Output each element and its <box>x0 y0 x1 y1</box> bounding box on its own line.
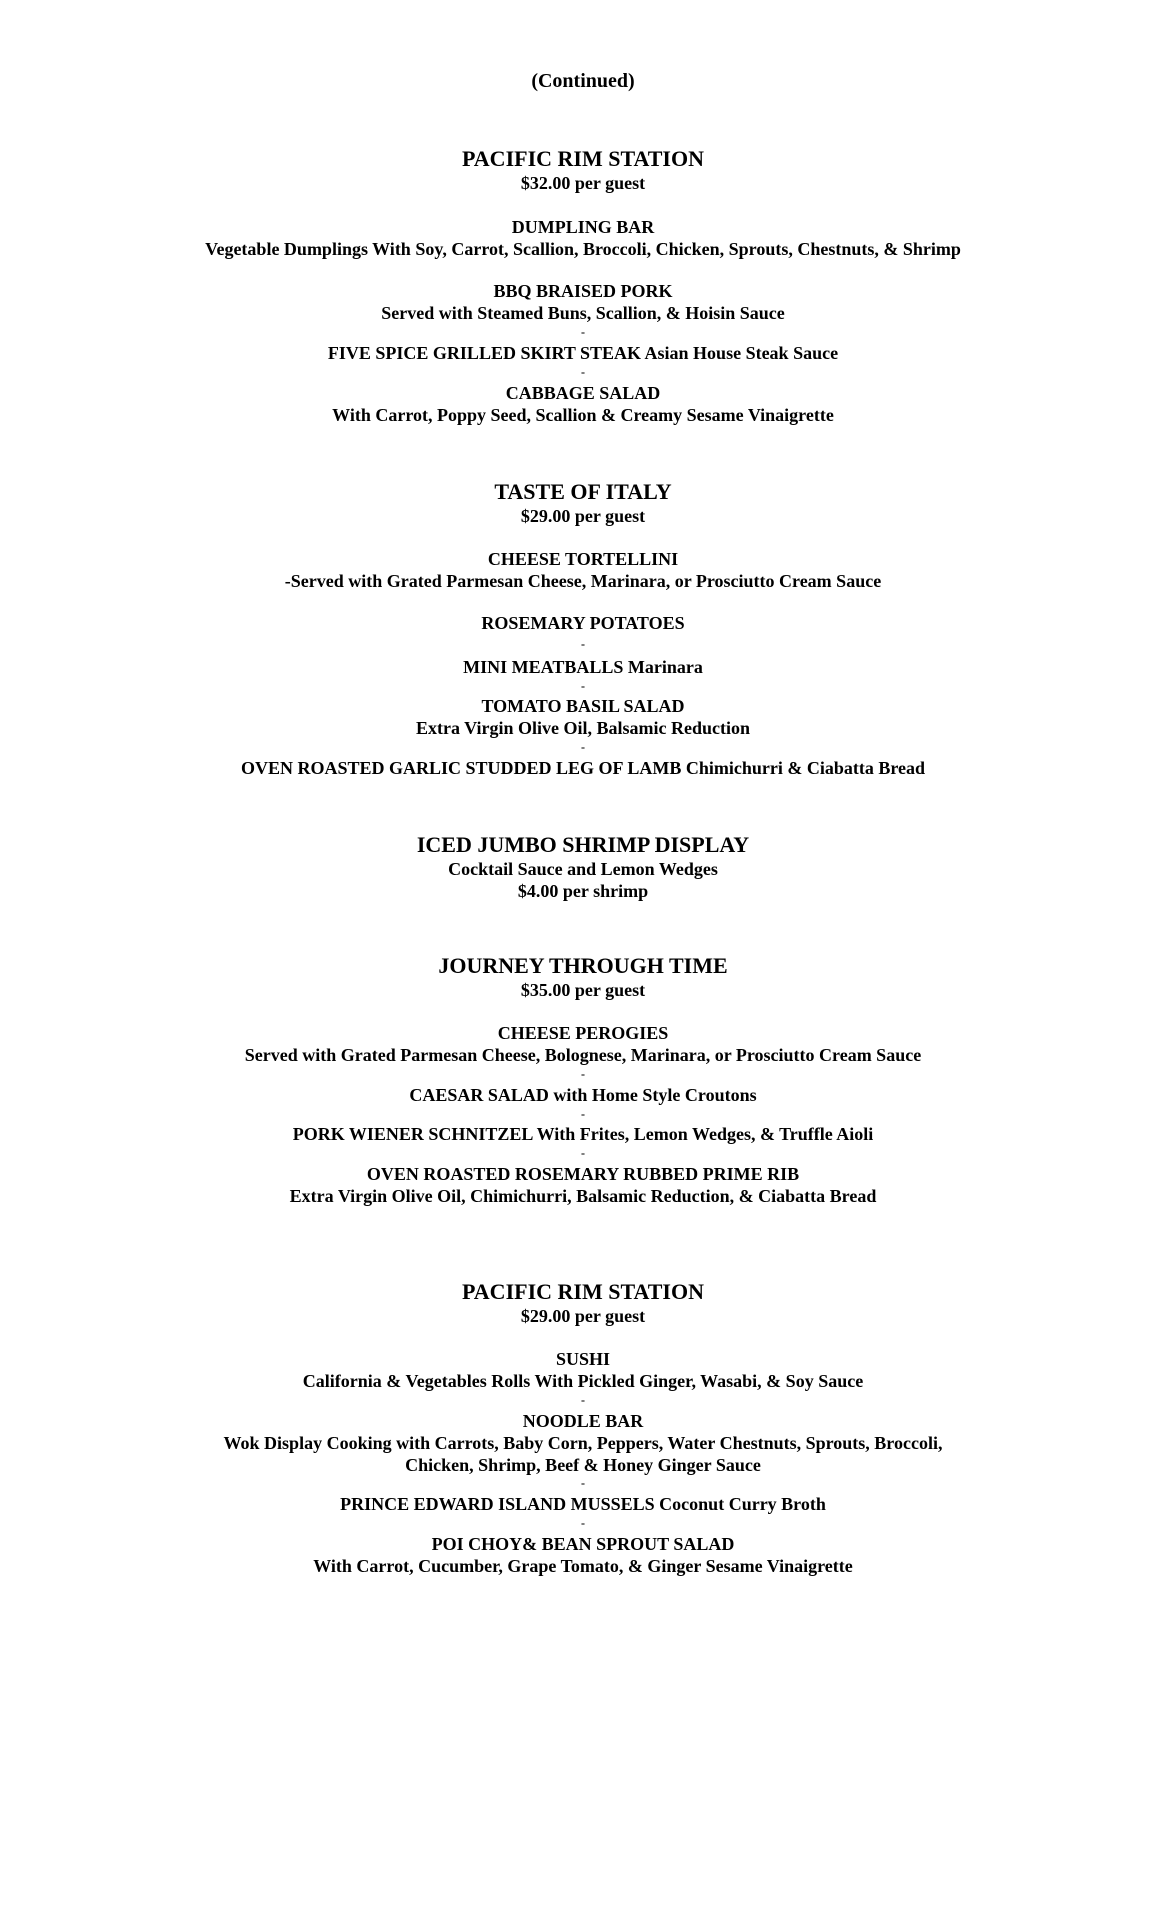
menu-item-description: Extra Virgin Olive Oil, Chimichurri, Balsamic Reduction, & Ciabatta Bread <box>289 1186 877 1206</box>
menu-item-title: CHEESE PEROGIES <box>497 1023 669 1043</box>
separator: - <box>581 365 585 379</box>
menu-item-description: With Carrot, Cucumber, Grape Tomato, & Ginger Sesame Vinaigrette <box>313 1556 853 1576</box>
menu-item-description: With Carrot, Poppy Seed, Scallion & Creamy Sesame Vinaigrette <box>332 405 834 425</box>
menu-item-title: OVEN ROASTED GARLIC STUDDED LEG OF LAMB Chimichurri & Ciabatta Bread <box>240 758 926 778</box>
separator: - <box>581 637 585 651</box>
section-price: $29.00 per guest <box>520 506 646 526</box>
menu-item-title: PRINCE EDWARD ISLAND MUSSELS Coconut Curry Broth <box>340 1494 826 1514</box>
menu-item-description: Served with Grated Parmesan Cheese, Bolognese, Marinara, or Prosciutto Cream Sauce <box>244 1045 922 1065</box>
section-title: TASTE OF ITALY <box>494 479 672 504</box>
separator: - <box>581 679 585 693</box>
menu-item-title: ROSEMARY POTATOES <box>481 613 685 633</box>
separator: - <box>581 1107 585 1121</box>
menu-item-description: Cocktail Sauce and Lemon Wedges <box>448 859 718 879</box>
menu-item-title: BBQ BRAISED PORK <box>493 281 673 301</box>
menu-item-title: SUSHI <box>555 1349 611 1369</box>
menu-item-title: NOODLE BAR <box>522 1411 644 1431</box>
continued-label: (Continued) <box>531 70 635 92</box>
menu-item-description: -Served with Grated Parmesan Cheese, Marinara, or Prosciutto Cream Sauce <box>284 571 882 591</box>
separator: - <box>581 740 585 754</box>
menu-item-title: CABBAGE SALAD <box>505 383 661 403</box>
menu-item-title: CHEESE TORTELLINI <box>487 549 679 569</box>
section-price: $4.00 per shrimp <box>517 881 649 901</box>
section-price: $29.00 per guest <box>520 1306 646 1326</box>
menu-item-description: Served with Steamed Buns, Scallion, & Hoisin Sauce <box>381 303 785 323</box>
separator: - <box>581 1393 585 1407</box>
menu-item-description: Chicken, Shrimp, Beef & Honey Ginger Sauce <box>405 1455 761 1475</box>
separator: - <box>581 1146 585 1160</box>
menu-item-title: DUMPLING BAR <box>511 217 655 237</box>
section-price: $35.00 per guest <box>520 980 646 1000</box>
separator: - <box>581 1516 585 1530</box>
section-title: PACIFIC RIM STATION <box>461 1279 704 1304</box>
separator: - <box>581 325 585 339</box>
menu-item-title: TOMATO BASIL SALAD <box>481 696 685 716</box>
section-title: JOURNEY THROUGH TIME <box>438 953 728 978</box>
menu-item-title: POI CHOY& BEAN SPROUT SALAD <box>431 1534 735 1554</box>
menu-item-title: MINI MEATBALLS Marinara <box>463 657 703 677</box>
section-title: ICED JUMBO SHRIMP DISPLAY <box>416 832 750 857</box>
menu-item-title: FIVE SPICE GRILLED SKIRT STEAK Asian House Steak Sauce <box>327 343 839 363</box>
separator: - <box>581 1476 585 1490</box>
separator: - <box>581 1067 585 1081</box>
menu-item-title: PORK WIENER SCHNITZEL With Frites, Lemon Wedges, & Truffle Aioli <box>292 1124 874 1144</box>
section-price: $32.00 per guest <box>520 173 646 193</box>
menu-item-title: OVEN ROASTED ROSEMARY RUBBED PRIME RIB <box>366 1164 800 1184</box>
menu-item-description: Wok Display Cooking with Carrots, Baby Corn, Peppers, Water Chestnuts, Sprouts, Broccoli, <box>223 1433 943 1453</box>
menu-item-description: California & Vegetables Rolls With Pickled Ginger, Wasabi, & Soy Sauce <box>302 1371 864 1391</box>
section-title: PACIFIC RIM STATION <box>461 146 704 171</box>
menu-item-title: CAESAR SALAD with Home Style Croutons <box>409 1085 757 1105</box>
menu-item-description: Extra Virgin Olive Oil, Balsamic Reduction <box>416 718 750 738</box>
menu-item-description: Vegetable Dumplings With Soy, Carrot, Scallion, Broccoli, Chicken, Sprouts, Chestnuts, & Shrimp <box>205 239 961 259</box>
